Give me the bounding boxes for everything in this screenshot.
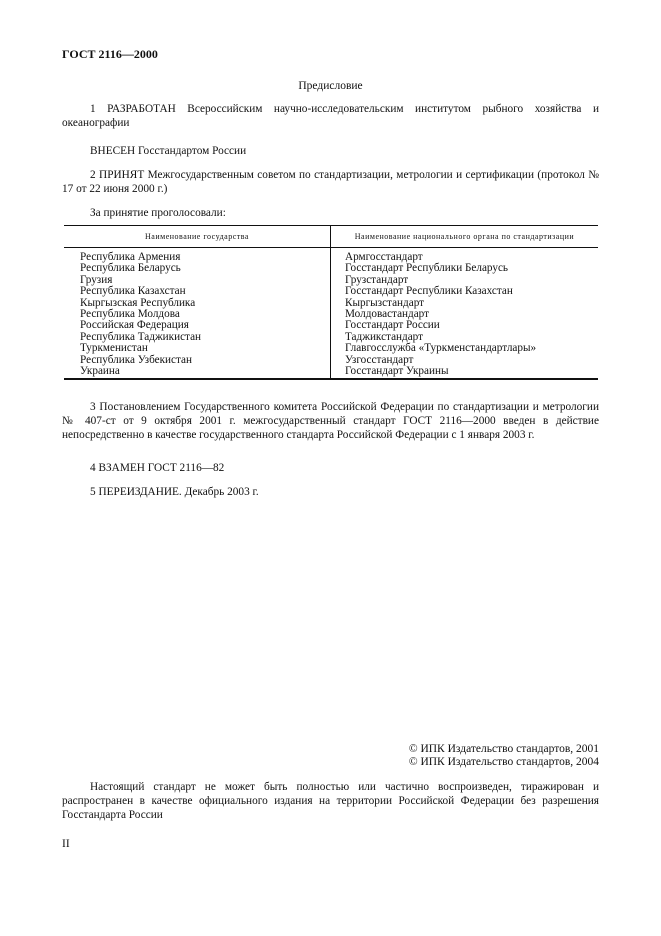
table-row: Республика Армения [80, 251, 181, 263]
table-cell-bodies [331, 248, 599, 379]
table-row: Республика Беларусь [80, 262, 181, 275]
table-row: Таджикстандарт [345, 330, 424, 343]
table-row: Кыргызская Республика [80, 296, 196, 309]
copyright-line: © ИПК Издательство стандартов, 2001 [408, 743, 599, 755]
table-row: Госстандарт Республики Казахстан [345, 285, 513, 298]
paragraph-adopted-text: 2 ПРИНЯТ Межгосударственным советом по стандартизации, метрологии и сертификации (протокол № 17 от 22 июня 2000 г.) [62, 169, 599, 195]
page-title: Предисловие [298, 80, 363, 92]
copyright-block [409, 743, 599, 768]
document-header: ГОСТ 2116—2000 [62, 47, 158, 61]
table-cell-states [64, 248, 331, 379]
table-row: Узгосстандарт [345, 353, 414, 366]
table-row: Российская Федерация [80, 319, 189, 332]
paragraph-resolution-text: 3 Постановлением Государственного комитета Российской Федерации по стандартизации и метрологии № 407-ст от 9 октября 2001 г. межгосударственный стандарт ГОСТ 2116—2000 введен в действие непосредственно в качестве государственного стандарта Российской Федерации с 1 января 2003 г. [62, 401, 599, 441]
paragraph-adopted [62, 168, 599, 196]
voting-table [64, 225, 598, 380]
table-row: Госстандарт Украины [345, 365, 449, 378]
paragraph-reissue [62, 485, 599, 499]
table-row: Республика Таджикистан [80, 330, 202, 343]
copyright-line: © ИПК Издательство стандартов, 2004 [408, 755, 599, 768]
table-row: Украина [80, 365, 120, 378]
paragraph-developed [62, 102, 599, 130]
paragraph-introduced [62, 144, 599, 158]
table-row: Грузия [80, 273, 113, 286]
table-row: Республика Узбекистан [80, 353, 192, 366]
paragraph-introduced-text: ВНЕСЕН Госстандартом России [90, 145, 247, 157]
table-row: Главгосслужба «Туркменстандартлары» [345, 342, 537, 355]
table-header-body: Наименование национального органа по стандартизации [331, 226, 599, 248]
table-row: Республика Молдова [80, 308, 180, 321]
page-number: II [62, 838, 70, 850]
paragraph-developed-text: 1 РАЗРАБОТАН Всероссийским научно-исследовательским институтом рыбного хозяйства и океанографии [62, 103, 599, 129]
vote-label [62, 206, 599, 220]
reproduction-notice [62, 780, 599, 822]
table-header-state: Наименование государства [64, 226, 331, 248]
table-row: Молдовастандарт [345, 308, 430, 321]
paragraph-reissue-text: 5 ПЕРЕИЗДАНИЕ. Декабрь 2003 г. [90, 486, 259, 498]
table-row: Туркменистан [80, 342, 148, 355]
table-row: Грузстандарт [345, 273, 409, 286]
table-row: Республика Казахстан [80, 285, 186, 298]
table-row: Кыргызстандарт [345, 296, 425, 309]
table-row: Армгосстандарт [345, 251, 423, 263]
paragraph-replaces [62, 461, 599, 475]
table-row: Госстандарт России [345, 319, 440, 332]
reproduction-notice-text: Настоящий стандарт не может быть полностью или частично воспроизведен, тиражирован и распространен в качестве официального издания на территории Российской Федерации без разрешения Госстандарта России [62, 781, 599, 821]
table-row: Госстандарт Республики Беларусь [345, 262, 509, 275]
paragraph-resolution [62, 400, 599, 442]
paragraph-replaces-text: 4 ВЗАМЕН ГОСТ 2116—82 [90, 462, 225, 474]
vote-label-text: За принятие проголосовали: [90, 207, 226, 219]
